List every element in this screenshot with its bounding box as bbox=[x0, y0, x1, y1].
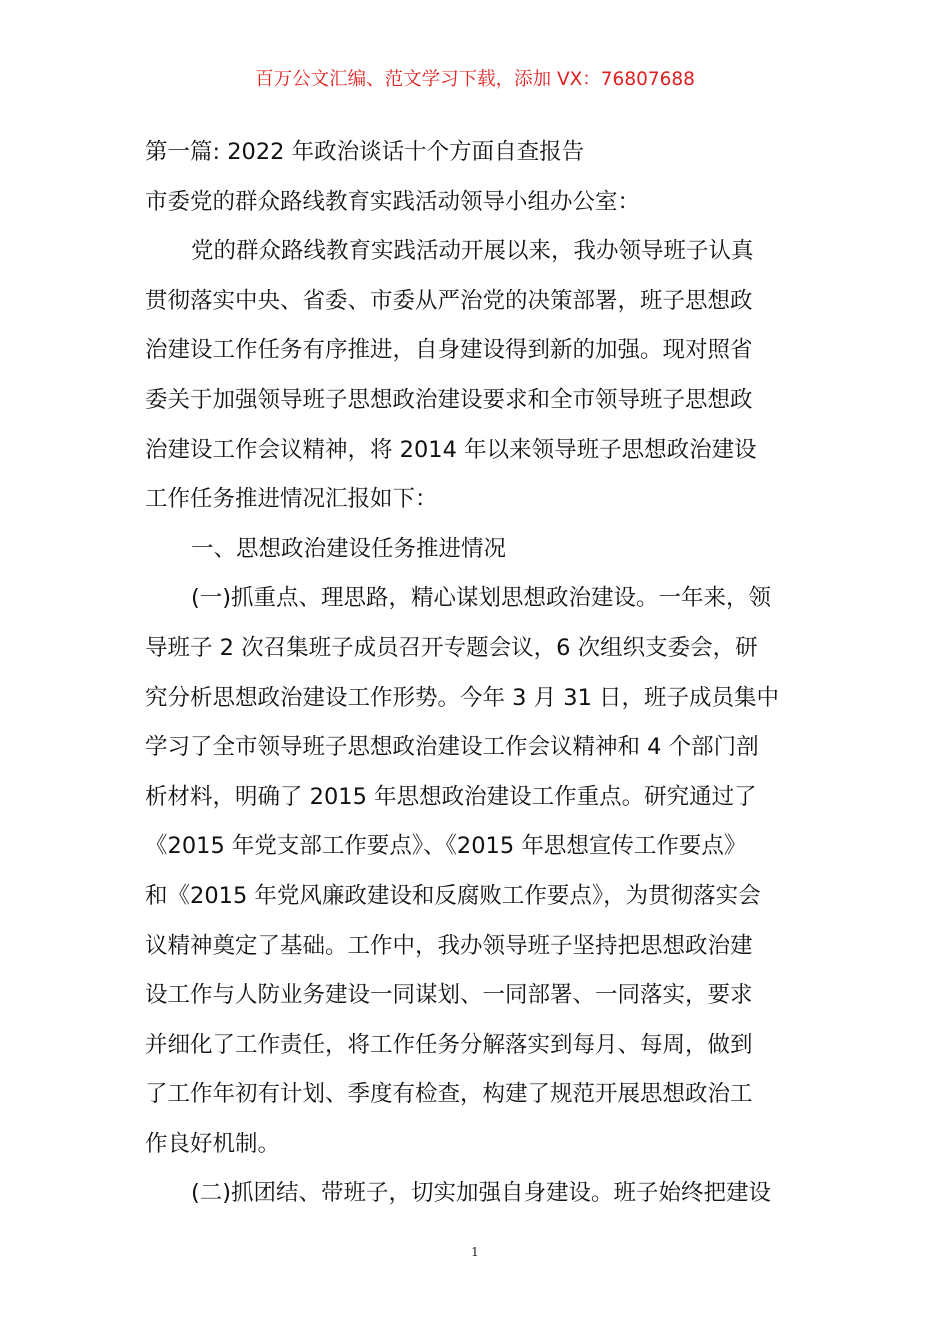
paragraph-line: 并细化了工作责任，将工作任务分解落实到每月、每周，做到 bbox=[145, 1031, 753, 1058]
paragraph-line: (二)抓团结、带班子，切实加强自身建设。班子始终把建设 bbox=[191, 1180, 772, 1207]
document-body bbox=[145, 128, 815, 1219]
paragraph-2 bbox=[145, 1169, 815, 1219]
paragraph-line: 究分析思想政治建设工作形势。今年 3 月 31 日，班子成员集中 bbox=[145, 684, 780, 711]
paragraph-line: 贯彻落实中央、省委、市委从严治党的决策部署，班子思想政 bbox=[145, 287, 753, 314]
paragraph-line: 析材料，明确了 2015 年思想政治建设工作重点。研究通过了 bbox=[145, 783, 757, 810]
paragraph-1 bbox=[145, 574, 815, 1169]
page-number: 1 bbox=[471, 1245, 479, 1259]
intro-paragraph bbox=[145, 227, 815, 525]
section-heading: 一、思想政治建设任务推进情况 bbox=[191, 535, 507, 562]
paragraph-line: 《2015 年党支部工作要点》、《2015 年思想宣传工作要点》 bbox=[145, 833, 747, 860]
paragraph-line: 和《2015 年党风廉政建设和反腐败工作要点》，为贯彻落实会 bbox=[145, 882, 761, 909]
paragraph-line: 了工作年初有计划、季度有检查，构建了规范开展思想政治工 bbox=[145, 1081, 753, 1108]
paragraph-line: 工作任务推进情况汇报如下： bbox=[145, 486, 438, 513]
paragraph-line: 作良好机制。 bbox=[145, 1130, 281, 1157]
paragraph-line: 学习了全市领导班子思想政治建设工作会议精神和 4 个部门剖 bbox=[145, 734, 759, 761]
paragraph-line: 治建设工作会议精神，将 2014 年以来领导班子思想政治建设 bbox=[145, 436, 757, 463]
paragraph-line: 设工作与人防业务建设一同谋划、一同部署、一同落实，要求 bbox=[145, 982, 753, 1009]
paragraph-line: 党的群众路线教育实践活动开展以来，我办领导班子认真 bbox=[191, 238, 754, 265]
paragraph-line: 治建设工作任务有序推进，自身建设得到新的加强。现对照省 bbox=[145, 337, 753, 364]
paragraph-line: (一)抓重点、理思路，精心谋划思想政治建设。一年来，领 bbox=[191, 585, 772, 612]
paragraph-line: 议精神奠定了基础。工作中，我办领导班子坚持把思想政治建 bbox=[145, 932, 753, 959]
addressee: 市委党的群众路线教育实践活动领导小组办公室： bbox=[145, 188, 641, 215]
document-title: 第一篇: 2022 年政治谈话十个方面自查报告 bbox=[145, 139, 585, 165]
header-note: 百万公文汇编、范文学习下载，添加 VX：76807688 bbox=[255, 69, 695, 90]
paragraph-line: 导班子 2 次召集班子成员召开专题会议，6 次组织支委会，研 bbox=[145, 634, 758, 661]
paragraph-line: 委关于加强领导班子思想政治建设要求和全市领导班子思想政 bbox=[145, 386, 753, 413]
